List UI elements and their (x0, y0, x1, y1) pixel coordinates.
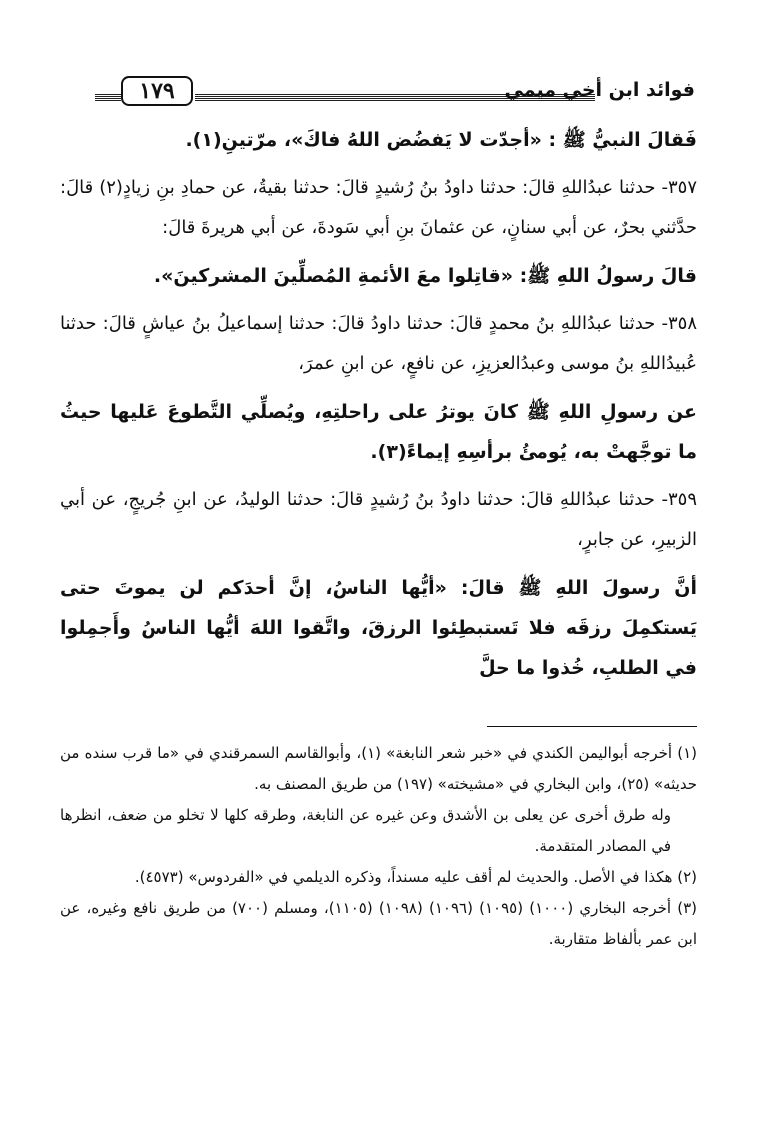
footnote-3: (٣) أخرجه البخاري (١٠٠٠) (١٠٩٥) (١٠٩٦) (١٠٩٨) (١١٠٥)، ومسلم (٧٠٠) من طريق نافع وغيره، عن ابن عمر بألفاظ متقاربة. (60, 899, 697, 948)
paragraph-hadith-358: عن رسولِ اللهِ ﷺ كانَ يوترُ على راحلتِهِ، ويُصلِّي التَّطوعَ عَليها حيثُ ما توجَّهتْ به، يُومئُ برأسِهِ إيماءً(٣). (60, 401, 697, 463)
page-number: ١٧٩ (121, 76, 193, 106)
paragraph-isnad-359: ٣٥٩- حدثنا عبدُاللهِ قالَ: حدثنا داودُ بنُ رُشيدٍ قالَ: حدثنا الوليدُ، عن ابنِ جُريجٍ، عن أبي الزبيرِ، عن جابرٍ، (60, 489, 697, 550)
paragraph-isnad-357: ٣٥٧- حدثنا عبدُاللهِ قالَ: حدثنا داودُ بنُ رُشيدٍ قالَ: حدثنا بقيةُ، عن حمادِ بنِ زيادٍ(٢) قالَ: حدَّثني بحرٌ، عن أبي سنانٍ، عن عثمانَ بنِ أبي سَودةَ، عن أبي هريرةَ قالَ: (60, 177, 697, 238)
header-rule-left (95, 94, 121, 102)
page-header (95, 76, 695, 108)
footnote-2: (٢) هكذا في الأصل. والحديث لم أقف عليه مسنداً، وذكره الديلمي في «الفردوس» (٤٥٧٣). (134, 868, 697, 886)
paragraph-hadith-357: قالَ رسولُ اللهِ ﷺ: «قاتِلوا معَ الأئمةِ المُصلِّينَ المشركينَ». (153, 265, 697, 287)
footnotes (60, 738, 697, 955)
main-text (60, 120, 697, 696)
footnote-1-continued: وله طرق أخرى عن يعلى بن الأشدق وعن غيره عن النابغة، وطرقه كلها لا تخلو من ضعف، انظرها في المصادر المتقدمة. (60, 806, 671, 855)
footnote-1: (١) أخرجه أبواليمن الكندي في «خبر شعر النابغة» (١)، وأبوالقاسم السمرقندي في «ما قرب سنده من حديثه» (٢٥)، وابن البخاري في «مشيخته» (١٩٧) من طريق المصنف به. (60, 744, 697, 793)
footnote-separator (487, 726, 697, 727)
running-title: فوائد ابن أخي ميمي (504, 79, 695, 101)
paragraph-isnad-358: ٣٥٨- حدثنا عبدُاللهِ بنُ محمدٍ قالَ: حدثنا داودُ قالَ: حدثنا إسماعيلُ بنُ عياشٍ قالَ: حدثنا عُبيدُاللهِ بنُ موسى وعبدُالعزيزِ، عن نافعٍ، عن ابنِ عمرَ، (60, 313, 697, 374)
paragraph-hadith-359: أنَّ رسولَ اللهِ ﷺ قالَ: «أيُّها الناسُ، إنَّ أحدَكم لن يموتَ حتى يَستكمِلَ رزقَه فلا تَستبطِئوا الرزقَ، واتَّقوا اللهَ أيُّها الناسُ وأَجمِلوا في الطلبِ، خُذوا ما حلَّ (60, 577, 697, 679)
paragraph-hadith-text: فَقالَ النبيُّ ﷺ : «أجدّت لا يَفضُض اللهُ فاكَ»، مرّتينِ(١). (185, 129, 697, 151)
